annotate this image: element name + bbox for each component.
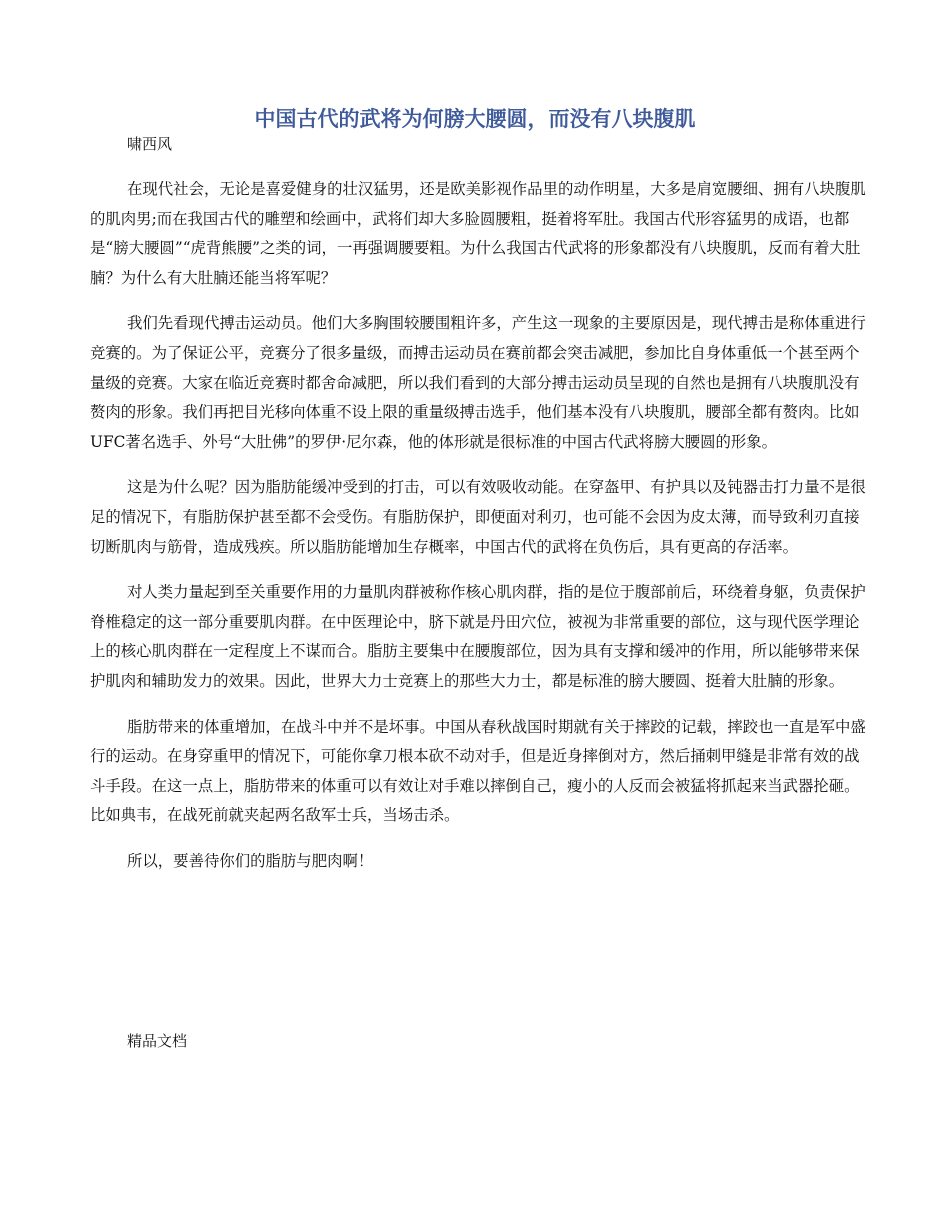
- paragraph-6: 所以，要善待你们的脂肪与肥肉啊！: [127, 851, 374, 870]
- paragraph-1: 在现代社会，无论是喜爱健身的壮汉猛男，还是欧美影视作品里的动作明星，大多是肩宽腰细、拥有八块腹肌的肌肉男;而在我国古代的雕塑和绘画中，武将们却大多脸圆腰粗，挺着将军肚。我国古代形容猛男的成语，也都是“膀大腰圆”“虎背熊腰”之类的词，一再强调腰要粗。为什么我国古代武将的形象都没有八块腹肌，反而有着大肚腩？为什么有大肚腩还能当将军呢？: [90, 180, 866, 287]
- article-body: [90, 175, 870, 892]
- paragraph-4: 对人类力量起到至关重要作用的力量肌肉群被称作核心肌肉群，指的是位于腹部前后，环绕着身躯，负责保护脊椎稳定的这一部分重要肌肉群。在中医理论中，脐下就是丹田穴位，被视为非常重要的部位，这与现代医学理论上的核心肌肉群在一定程度上不谋而合。脂肪主要集中在腰腹部位，因为具有支撑和缓冲的作用，所以能够带来保护肌肉和辅助发力的效果。因此，世界大力士竞赛上的那些大力士，都是标准的膀大腰圆、挺着大肚腩的形象。: [90, 583, 866, 690]
- document-title: 中国古代的武将为何膀大腰圆，而没有八块腹肌: [254, 107, 696, 131]
- paragraph-5: 脂肪带来的体重增加，在战斗中并不是坏事。中国从春秋战国时期就有关于摔跤的记载，摔跤也一直是军中盛行的运动。在身穿重甲的情况下，可能你拿刀根本砍不动对手，但是近身摔倒对方，然后捅刺甲缝是非常有效的战斗手段。在这一点上，脂肪带来的体重可以有效让对手难以摔倒自己，瘦小的人反而会被猛将抓起来当武器抡砸。比如典韦，在战死前就夹起两名敌军士兵，当场击杀。: [90, 717, 866, 825]
- paragraph-2: 我们先看现代搏击运动员。他们大多胸围较腰围粗许多，产生这一现象的主要原因是，现代搏击是称体重进行竞赛的。为了保证公平，竞赛分了很多量级，而搏击运动员在赛前都会突击减肥，参加比自身体重低一个甚至两个量级的竞赛。大家在临近竞赛时都舍命减肥，所以我们看到的大部分搏击运动员呈现的自然也是拥有八块腹肌没有赘肉的形象。我们再把目光移向体重不设上限的重量级搏击选手，他们基本没有八块腹肌，腰部全都有赘肉。比如UFC著名选手、外号“大肚佛”的罗伊·尼尔森，他的体形就是很标准的中国古代武将膀大腰圆的形象。: [90, 314, 866, 451]
- paragraph-3: 这是为什么呢？因为脂肪能缓冲受到的打击，可以有效吸收动能。在穿盔甲、有护具以及钝器击打力量不是很足的情况下，有脂肪保护甚至都不会受伤。有脂肪保护，即便面对利刃，也可能不会因为皮太薄，而导致利刃直接切断肌肉与筋骨，造成残疾。所以脂肪能增加生存概率，中国古代的武将在负伤后，具有更高的存活率。: [90, 478, 866, 556]
- footer-label: 精品文档: [127, 1032, 188, 1050]
- author-name: 啸西风: [127, 135, 173, 153]
